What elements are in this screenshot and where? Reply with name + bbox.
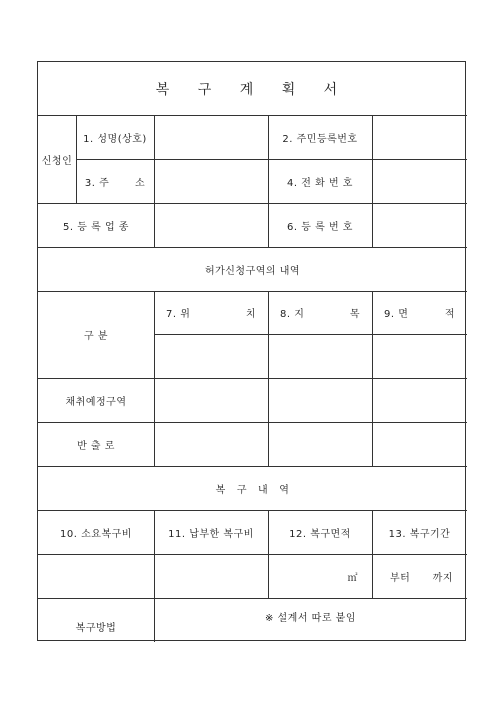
form-title: 복 구 계 획 서 — [155, 81, 350, 98]
registration-number-field[interactable] — [372, 203, 467, 247]
location-header-char: 치 — [245, 309, 256, 320]
land-category-header — [268, 291, 372, 334]
area-header-num: 9. 면 — [384, 309, 409, 320]
restoration-area-field[interactable] — [268, 554, 372, 598]
route-area-field[interactable] — [372, 422, 467, 466]
restoration-cost-field[interactable] — [38, 554, 154, 598]
period-to-label: 까지 — [432, 572, 453, 584]
applicant-label: 신청인 — [41, 155, 73, 167]
land-category-field[interactable] — [268, 334, 372, 378]
permit-area-heading: 허가신청구역의 내역 — [204, 265, 301, 277]
business-type-field[interactable] — [154, 203, 268, 247]
location-header-num: 7. 위 — [166, 309, 191, 320]
square-meter-unit: ㎡ — [347, 572, 358, 584]
rrn-label: 2. 주민등록번호 — [282, 133, 358, 145]
restoration-area-label: 12. 복구면적 — [289, 528, 351, 540]
address-label: 3. 주 소 — [84, 177, 146, 189]
phone-field[interactable] — [372, 159, 467, 203]
land-header-num: 8. 지 — [280, 309, 305, 320]
mining-area-label: 채취예정구역 — [65, 396, 127, 408]
restoration-plan-form — [37, 61, 466, 641]
restoration-period-label: 13. 복구기간 — [388, 528, 451, 540]
restoration-method-label: 복구방법 — [75, 623, 117, 634]
area-header — [372, 291, 467, 334]
route-land-field[interactable] — [268, 422, 372, 466]
name-label: 1. 성명(상호) — [83, 133, 147, 145]
rrn-field[interactable] — [372, 115, 467, 159]
area-header-char: 적 — [444, 309, 455, 320]
restoration-cost-label: 10. 소요복구비 — [60, 528, 132, 540]
route-location-field[interactable] — [154, 422, 268, 466]
restoration-heading: 복 구 내 역 — [215, 484, 290, 496]
registration-number-label: 6. 등 록 번 호 — [287, 221, 353, 233]
address-field[interactable] — [154, 159, 268, 203]
mining-land-field[interactable] — [268, 378, 372, 422]
land-header-char: 목 — [349, 309, 360, 320]
location-field[interactable] — [154, 334, 268, 378]
export-route-label: 반 출 로 — [77, 440, 115, 452]
location-header — [154, 291, 268, 334]
restoration-period-field[interactable] — [372, 554, 467, 598]
phone-label: 4. 전 화 번 호 — [287, 177, 353, 189]
restoration-method-note: ※ 설계서 따로 붙임 — [264, 613, 357, 624]
area-field[interactable] — [372, 334, 467, 378]
category-label: 구 분 — [84, 331, 108, 342]
mining-location-field[interactable] — [154, 378, 268, 422]
name-field[interactable] — [154, 115, 268, 159]
business-type-label: 5. 등 록 업 종 — [63, 221, 129, 233]
mining-area-field[interactable] — [372, 378, 467, 422]
period-from-label: 부터 — [390, 572, 411, 584]
paid-cost-label: 11. 납부한 복구비 — [168, 528, 254, 540]
paid-cost-field[interactable] — [154, 554, 268, 598]
